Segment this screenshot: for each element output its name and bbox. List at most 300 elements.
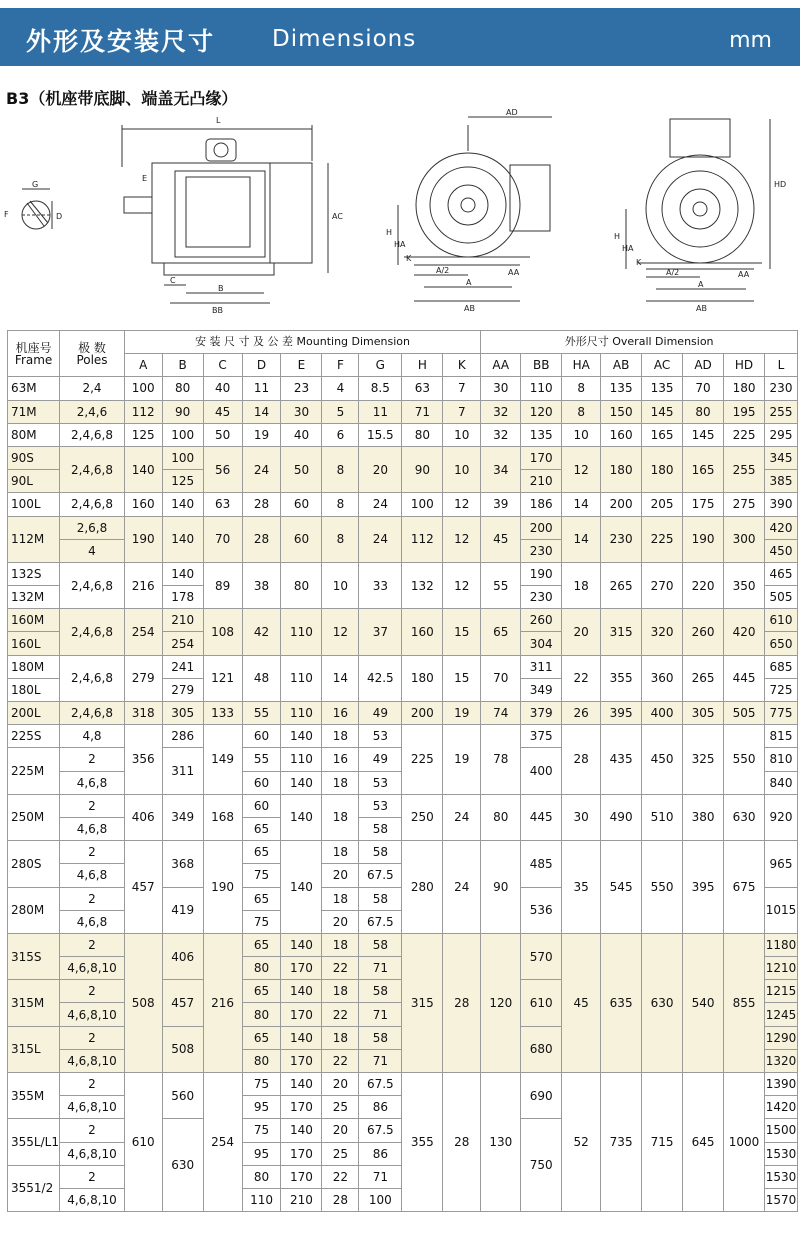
table-cell: 24 bbox=[359, 516, 402, 562]
label-b: B bbox=[218, 284, 224, 293]
table-cell: 32 bbox=[481, 400, 521, 423]
table-cell: 4 bbox=[322, 377, 359, 400]
table-cell: 42.5 bbox=[359, 655, 402, 701]
table-cell: 255 bbox=[765, 400, 798, 423]
table-row bbox=[8, 446, 798, 469]
table-cell: 279 bbox=[124, 655, 162, 701]
table-cell: 22 bbox=[562, 655, 601, 701]
table-cell: 49 bbox=[359, 748, 402, 771]
table-cell: 22 bbox=[322, 1165, 359, 1188]
table-cell: 420 bbox=[724, 609, 765, 655]
table-cell: 241 bbox=[162, 655, 203, 678]
table-cell: 630 bbox=[162, 1119, 203, 1212]
table-cell: 110 bbox=[242, 1188, 281, 1211]
table-cell: A bbox=[124, 354, 162, 377]
unit-label: mm bbox=[729, 28, 772, 53]
table-cell: 125 bbox=[124, 423, 162, 446]
shaft-section-drawing bbox=[22, 189, 52, 229]
table-row bbox=[8, 400, 798, 423]
table-cell: 210 bbox=[162, 609, 203, 632]
mounting-dimension-header: 安 装 尺 寸 及 公 差 Mounting Dimension bbox=[124, 331, 481, 354]
label-ha: HA bbox=[394, 240, 406, 249]
table-cell: 735 bbox=[601, 1073, 642, 1212]
table-cell: 100L bbox=[8, 493, 60, 516]
table-cell: 12 bbox=[322, 609, 359, 655]
table-cell: 2 bbox=[60, 794, 125, 817]
table-row bbox=[8, 725, 798, 748]
table-cell: 4,6,8,10 bbox=[60, 1003, 125, 1026]
table-cell: 445 bbox=[521, 794, 562, 840]
table-cell: 4,6,8,10 bbox=[60, 1188, 125, 1211]
table-cell: 14 bbox=[562, 493, 601, 516]
table-cell: 140 bbox=[281, 1119, 322, 1142]
table-cell: 2,4,6,8 bbox=[60, 609, 125, 655]
table-cell: AA bbox=[481, 354, 521, 377]
table-cell: 24 bbox=[242, 446, 281, 492]
label-a-2: A bbox=[698, 280, 704, 289]
table-cell: 100 bbox=[124, 377, 162, 400]
table-cell: 180M bbox=[8, 655, 60, 678]
table-cell: 8.5 bbox=[359, 377, 402, 400]
table-cell: 18 bbox=[322, 794, 359, 840]
table-cell: 12 bbox=[562, 446, 601, 492]
table-cell: 30 bbox=[281, 400, 322, 423]
table-cell: 2 bbox=[60, 841, 125, 864]
table-cell: 406 bbox=[162, 933, 203, 979]
table-cell: 170 bbox=[521, 446, 562, 469]
table-cell: 1500 bbox=[765, 1119, 798, 1142]
table-cell: 110 bbox=[281, 748, 322, 771]
table-cell: 20 bbox=[562, 609, 601, 655]
table-cell: 22 bbox=[322, 1003, 359, 1026]
table-cell: 160 bbox=[402, 609, 443, 655]
table-cell: 510 bbox=[642, 794, 683, 840]
table-cell: 275 bbox=[724, 493, 765, 516]
table-cell: 4,6,8 bbox=[60, 910, 125, 933]
table-row bbox=[8, 562, 798, 585]
table-cell: 505 bbox=[724, 702, 765, 725]
table-cell: 125 bbox=[162, 470, 203, 493]
table-cell: 8 bbox=[562, 400, 601, 423]
table-cell: 1245 bbox=[765, 1003, 798, 1026]
table-cell: 165 bbox=[642, 423, 683, 446]
label-ac: AC bbox=[332, 212, 343, 221]
table-cell: 86 bbox=[359, 1142, 402, 1165]
table-cell: 12 bbox=[443, 493, 481, 516]
table-cell: 14 bbox=[562, 516, 601, 562]
table-cell: 265 bbox=[683, 655, 724, 701]
label-aa-2: AA bbox=[738, 270, 750, 279]
table-cell: 120 bbox=[521, 400, 562, 423]
table-cell: 2,4,6,8 bbox=[60, 702, 125, 725]
table-cell: 265 bbox=[601, 562, 642, 608]
table-cell: 19 bbox=[242, 423, 281, 446]
table-cell: 65 bbox=[242, 817, 281, 840]
table-cell: 675 bbox=[724, 841, 765, 934]
table-cell: 2 bbox=[60, 1073, 125, 1096]
table-cell: 419 bbox=[162, 887, 203, 933]
table-cell: 810 bbox=[765, 748, 798, 771]
table-cell: 78 bbox=[481, 725, 521, 795]
label-bb: BB bbox=[212, 306, 223, 315]
table-cell: 465 bbox=[765, 562, 798, 585]
table-cell: 2,4 bbox=[60, 377, 125, 400]
table-cell: 610 bbox=[765, 609, 798, 632]
table-cell: 315L bbox=[8, 1026, 60, 1072]
table-cell: 20 bbox=[359, 446, 402, 492]
table-cell: 190 bbox=[683, 516, 724, 562]
table-cell: 28 bbox=[322, 1188, 359, 1211]
table-cell: 24 bbox=[443, 841, 481, 934]
table-cell: 630 bbox=[642, 933, 683, 1072]
table-cell: 385 bbox=[765, 470, 798, 493]
table-cell: 50 bbox=[203, 423, 242, 446]
table-cell: 536 bbox=[521, 887, 562, 933]
table-cell: 280M bbox=[8, 887, 60, 933]
table-cell: 680 bbox=[521, 1026, 562, 1072]
label-a-half: A/2 bbox=[436, 266, 450, 275]
table-cell: 160 bbox=[124, 493, 162, 516]
table-cell: 225S bbox=[8, 725, 60, 748]
table-cell: 140 bbox=[281, 980, 322, 1003]
table-cell: 63 bbox=[203, 493, 242, 516]
table-cell: 45 bbox=[203, 400, 242, 423]
table-cell: 225M bbox=[8, 748, 60, 794]
label-a-half-2: A/2 bbox=[666, 268, 680, 277]
table-cell: 260 bbox=[683, 609, 724, 655]
table-cell: 110 bbox=[281, 609, 322, 655]
label-c: C bbox=[170, 276, 176, 285]
table-cell: 90 bbox=[162, 400, 203, 423]
table-cell: 349 bbox=[521, 678, 562, 701]
table-cell: 311 bbox=[521, 655, 562, 678]
table-cell: 368 bbox=[162, 841, 203, 887]
table-cell: 435 bbox=[601, 725, 642, 795]
table-cell: 485 bbox=[521, 841, 562, 887]
table-cell: 49 bbox=[359, 702, 402, 725]
table-cell: 356 bbox=[124, 725, 162, 795]
table-cell: 80M bbox=[8, 423, 60, 446]
table-row bbox=[8, 1073, 798, 1096]
table-cell: 255 bbox=[724, 446, 765, 492]
table-cell: L bbox=[765, 354, 798, 377]
table-cell: 58 bbox=[359, 817, 402, 840]
table-cell: 71 bbox=[359, 1049, 402, 1072]
table-cell: 325 bbox=[683, 725, 724, 795]
table-cell: 7 bbox=[443, 400, 481, 423]
table-cell: 508 bbox=[124, 933, 162, 1072]
table-cell: 200 bbox=[601, 493, 642, 516]
table-cell: 180 bbox=[642, 446, 683, 492]
side-view-drawing bbox=[122, 125, 328, 303]
table-cell: 550 bbox=[642, 841, 683, 934]
table-cell: 63 bbox=[402, 377, 443, 400]
table-cell: 690 bbox=[521, 1073, 562, 1119]
motor-dimension-drawings bbox=[0, 105, 800, 327]
table-cell: 175 bbox=[683, 493, 724, 516]
table-cell: 90L bbox=[8, 470, 60, 493]
table-cell: 2,4,6,8 bbox=[60, 423, 125, 446]
table-cell: 80 bbox=[481, 794, 521, 840]
table-cell: 140 bbox=[162, 562, 203, 585]
table-cell: 715 bbox=[642, 1073, 683, 1212]
table-cell: 610 bbox=[124, 1073, 162, 1212]
table-cell: 4,6,8,10 bbox=[60, 1049, 125, 1072]
table-cell: 345 bbox=[765, 446, 798, 469]
table-cell: 132S bbox=[8, 562, 60, 585]
table-cell: 610 bbox=[521, 980, 562, 1026]
table-cell: AD bbox=[683, 354, 724, 377]
table-cell: 24 bbox=[359, 493, 402, 516]
table-cell: 133 bbox=[203, 702, 242, 725]
table-cell: 24 bbox=[443, 794, 481, 840]
table-cell: 230 bbox=[765, 377, 798, 400]
table-cell: 315M bbox=[8, 980, 60, 1026]
table-cell: 230 bbox=[521, 586, 562, 609]
table-cell: AC bbox=[642, 354, 683, 377]
table-cell: 379 bbox=[521, 702, 562, 725]
table-cell: 45 bbox=[481, 516, 521, 562]
table-cell: H bbox=[402, 354, 443, 377]
table-cell: 130 bbox=[481, 1073, 521, 1212]
table-cell: 58 bbox=[359, 887, 402, 910]
table-cell: 140 bbox=[281, 1026, 322, 1049]
table-cell: 630 bbox=[724, 794, 765, 840]
table-cell: 32 bbox=[481, 423, 521, 446]
table-cell: 8 bbox=[322, 516, 359, 562]
table-cell: 45 bbox=[562, 933, 601, 1072]
table-cell: 55 bbox=[242, 702, 281, 725]
table-cell: 67.5 bbox=[359, 864, 402, 887]
table-cell: 775 bbox=[765, 702, 798, 725]
table-cell: 186 bbox=[521, 493, 562, 516]
table-cell: 90 bbox=[481, 841, 521, 934]
table-cell: 305 bbox=[683, 702, 724, 725]
table-cell: 10 bbox=[443, 446, 481, 492]
table-cell: 165 bbox=[683, 446, 724, 492]
table-cell: 490 bbox=[601, 794, 642, 840]
column-letter-row bbox=[8, 354, 798, 377]
table-cell: 260 bbox=[521, 609, 562, 632]
table-cell: 112 bbox=[124, 400, 162, 423]
table-cell: 89 bbox=[203, 562, 242, 608]
table-cell: 1015 bbox=[765, 887, 798, 933]
table-cell: 135 bbox=[642, 377, 683, 400]
table-cell: 395 bbox=[683, 841, 724, 934]
table-cell: 195 bbox=[724, 400, 765, 423]
table-cell: 406 bbox=[124, 794, 162, 840]
table-cell: 540 bbox=[683, 933, 724, 1072]
table-cell: 26 bbox=[562, 702, 601, 725]
table-cell: 5 bbox=[322, 400, 359, 423]
col-poles-header: 极 数 Poles bbox=[60, 331, 125, 377]
table-cell: 355 bbox=[402, 1073, 443, 1212]
label-f: F bbox=[4, 210, 9, 219]
table-cell: 508 bbox=[162, 1026, 203, 1072]
table-row bbox=[8, 609, 798, 632]
table-cell: 70 bbox=[481, 655, 521, 701]
table-cell: 180 bbox=[724, 377, 765, 400]
table-cell: 2,4,6,8 bbox=[60, 446, 125, 492]
table-cell: 71M bbox=[8, 400, 60, 423]
table-cell: 75 bbox=[242, 1119, 281, 1142]
table-cell: 254 bbox=[162, 632, 203, 655]
table-cell: 216 bbox=[203, 933, 242, 1072]
table-cell: 650 bbox=[765, 632, 798, 655]
table-cell: 11 bbox=[359, 400, 402, 423]
table-cell: 135 bbox=[521, 423, 562, 446]
table-row bbox=[8, 933, 798, 956]
col-frame-header: 机座号 Frame bbox=[8, 331, 60, 377]
table-cell: 10 bbox=[322, 562, 359, 608]
table-cell: 318 bbox=[124, 702, 162, 725]
table-cell: 70 bbox=[203, 516, 242, 562]
table-cell: 2,4,6,8 bbox=[60, 493, 125, 516]
table-cell: 37 bbox=[359, 609, 402, 655]
table-cell: 65 bbox=[242, 980, 281, 1003]
table-cell: 355L/L1 bbox=[8, 1119, 60, 1165]
table-cell: 33 bbox=[359, 562, 402, 608]
table-cell: 1290 bbox=[765, 1026, 798, 1049]
title-en: Dimensions bbox=[272, 26, 417, 52]
table-cell: 160M bbox=[8, 609, 60, 632]
table-cell: 75 bbox=[242, 864, 281, 887]
table-cell: 18 bbox=[562, 562, 601, 608]
table-cell: 112M bbox=[8, 516, 60, 562]
table-cell: 4,6,8,10 bbox=[60, 1096, 125, 1119]
table-cell: 815 bbox=[765, 725, 798, 748]
table-cell: F bbox=[322, 354, 359, 377]
table-cell: 23 bbox=[281, 377, 322, 400]
table-cell: 15.5 bbox=[359, 423, 402, 446]
table-row bbox=[8, 423, 798, 446]
table-cell: 315S bbox=[8, 933, 60, 979]
table-cell: 80 bbox=[242, 1003, 281, 1026]
mount-type-subtitle: B3（机座带底脚、端盖无凸缘） bbox=[6, 89, 238, 108]
table-cell: 160 bbox=[601, 423, 642, 446]
table-cell: 67.5 bbox=[359, 1073, 402, 1096]
table-cell: 170 bbox=[281, 1165, 322, 1188]
table-cell: 18 bbox=[322, 887, 359, 910]
dimension-table bbox=[7, 330, 798, 1212]
label-ab: AB bbox=[464, 304, 475, 313]
table-cell: 121 bbox=[203, 655, 242, 701]
table-cell: 52 bbox=[562, 1073, 601, 1212]
table-cell: 14 bbox=[322, 655, 359, 701]
table-cell: 270 bbox=[642, 562, 683, 608]
table-cell: 18 bbox=[322, 841, 359, 864]
table-cell: 60 bbox=[242, 794, 281, 817]
table-cell: 360 bbox=[642, 655, 683, 701]
table-cell: 286 bbox=[162, 725, 203, 748]
table-cell: 140 bbox=[281, 794, 322, 840]
table-cell: 53 bbox=[359, 771, 402, 794]
table-cell: 60 bbox=[281, 493, 322, 516]
table-cell: 200L bbox=[8, 702, 60, 725]
table-cell: 395 bbox=[601, 702, 642, 725]
table-cell: 22 bbox=[322, 957, 359, 980]
table-cell: 90S bbox=[8, 446, 60, 469]
table-cell: 140 bbox=[124, 446, 162, 492]
table-cell: 8 bbox=[322, 446, 359, 492]
table-cell: 80 bbox=[242, 1165, 281, 1188]
table-cell: 35 bbox=[562, 841, 601, 934]
table-cell: 190 bbox=[203, 841, 242, 934]
table-cell: 140 bbox=[162, 516, 203, 562]
table-cell: 149 bbox=[203, 725, 242, 795]
table-cell: 4,6,8,10 bbox=[60, 1142, 125, 1165]
table-cell: 55 bbox=[481, 562, 521, 608]
title-cn: 外形及安装尺寸 bbox=[26, 27, 216, 56]
table-cell: 18 bbox=[322, 725, 359, 748]
table-cell: 550 bbox=[724, 725, 765, 795]
table-cell: 20 bbox=[322, 1073, 359, 1096]
table-cell: 840 bbox=[765, 771, 798, 794]
table-cell: 7 bbox=[443, 377, 481, 400]
table-cell: 320 bbox=[642, 609, 683, 655]
table-cell: 100 bbox=[359, 1188, 402, 1211]
page-header bbox=[0, 8, 800, 66]
table-cell: 1390 bbox=[765, 1073, 798, 1096]
table-cell: 645 bbox=[683, 1073, 724, 1212]
table-cell: 110 bbox=[521, 377, 562, 400]
table-cell: 132 bbox=[402, 562, 443, 608]
table-cell: 3551/2 bbox=[8, 1165, 60, 1211]
table-cell: 2 bbox=[60, 980, 125, 1003]
table-cell: 25 bbox=[322, 1142, 359, 1165]
table-cell: HD bbox=[724, 354, 765, 377]
table-cell: 2,4,6,8 bbox=[60, 562, 125, 608]
table-cell: 400 bbox=[521, 748, 562, 794]
table-cell: 220 bbox=[683, 562, 724, 608]
table-cell: 225 bbox=[642, 516, 683, 562]
table-cell: 1000 bbox=[724, 1073, 765, 1212]
table-cell: 58 bbox=[359, 933, 402, 956]
table-cell: 180 bbox=[601, 446, 642, 492]
table-cell: 71 bbox=[359, 1003, 402, 1026]
table-cell: 11 bbox=[242, 377, 281, 400]
table-row bbox=[8, 377, 798, 400]
label-aa: AA bbox=[508, 268, 520, 277]
table-cell: 74 bbox=[481, 702, 521, 725]
table-cell: 80 bbox=[162, 377, 203, 400]
table-cell: 80 bbox=[242, 1049, 281, 1072]
table-cell: 60 bbox=[281, 516, 322, 562]
table-cell: 254 bbox=[203, 1073, 242, 1212]
table-cell: 8 bbox=[562, 377, 601, 400]
table-cell: 375 bbox=[521, 725, 562, 748]
table-cell: 10 bbox=[562, 423, 601, 446]
table-cell: 2,4,6,8 bbox=[60, 655, 125, 701]
table-cell: 28 bbox=[562, 725, 601, 795]
table-cell: 250M bbox=[8, 794, 60, 840]
table-cell: 140 bbox=[281, 725, 322, 748]
table-cell: 71 bbox=[359, 957, 402, 980]
table-cell: 210 bbox=[281, 1188, 322, 1211]
table-cell: 349 bbox=[162, 794, 203, 840]
table-cell: 140 bbox=[281, 841, 322, 934]
table-cell: 170 bbox=[281, 1096, 322, 1119]
table-cell: 55 bbox=[242, 748, 281, 771]
table-cell: 135 bbox=[601, 377, 642, 400]
table-cell: 145 bbox=[642, 400, 683, 423]
table-cell: 570 bbox=[521, 933, 562, 979]
table-cell: 70 bbox=[683, 377, 724, 400]
table-cell: 225 bbox=[402, 725, 443, 795]
table-cell: 216 bbox=[124, 562, 162, 608]
table-cell: 420 bbox=[765, 516, 798, 539]
table-cell: 400 bbox=[642, 702, 683, 725]
